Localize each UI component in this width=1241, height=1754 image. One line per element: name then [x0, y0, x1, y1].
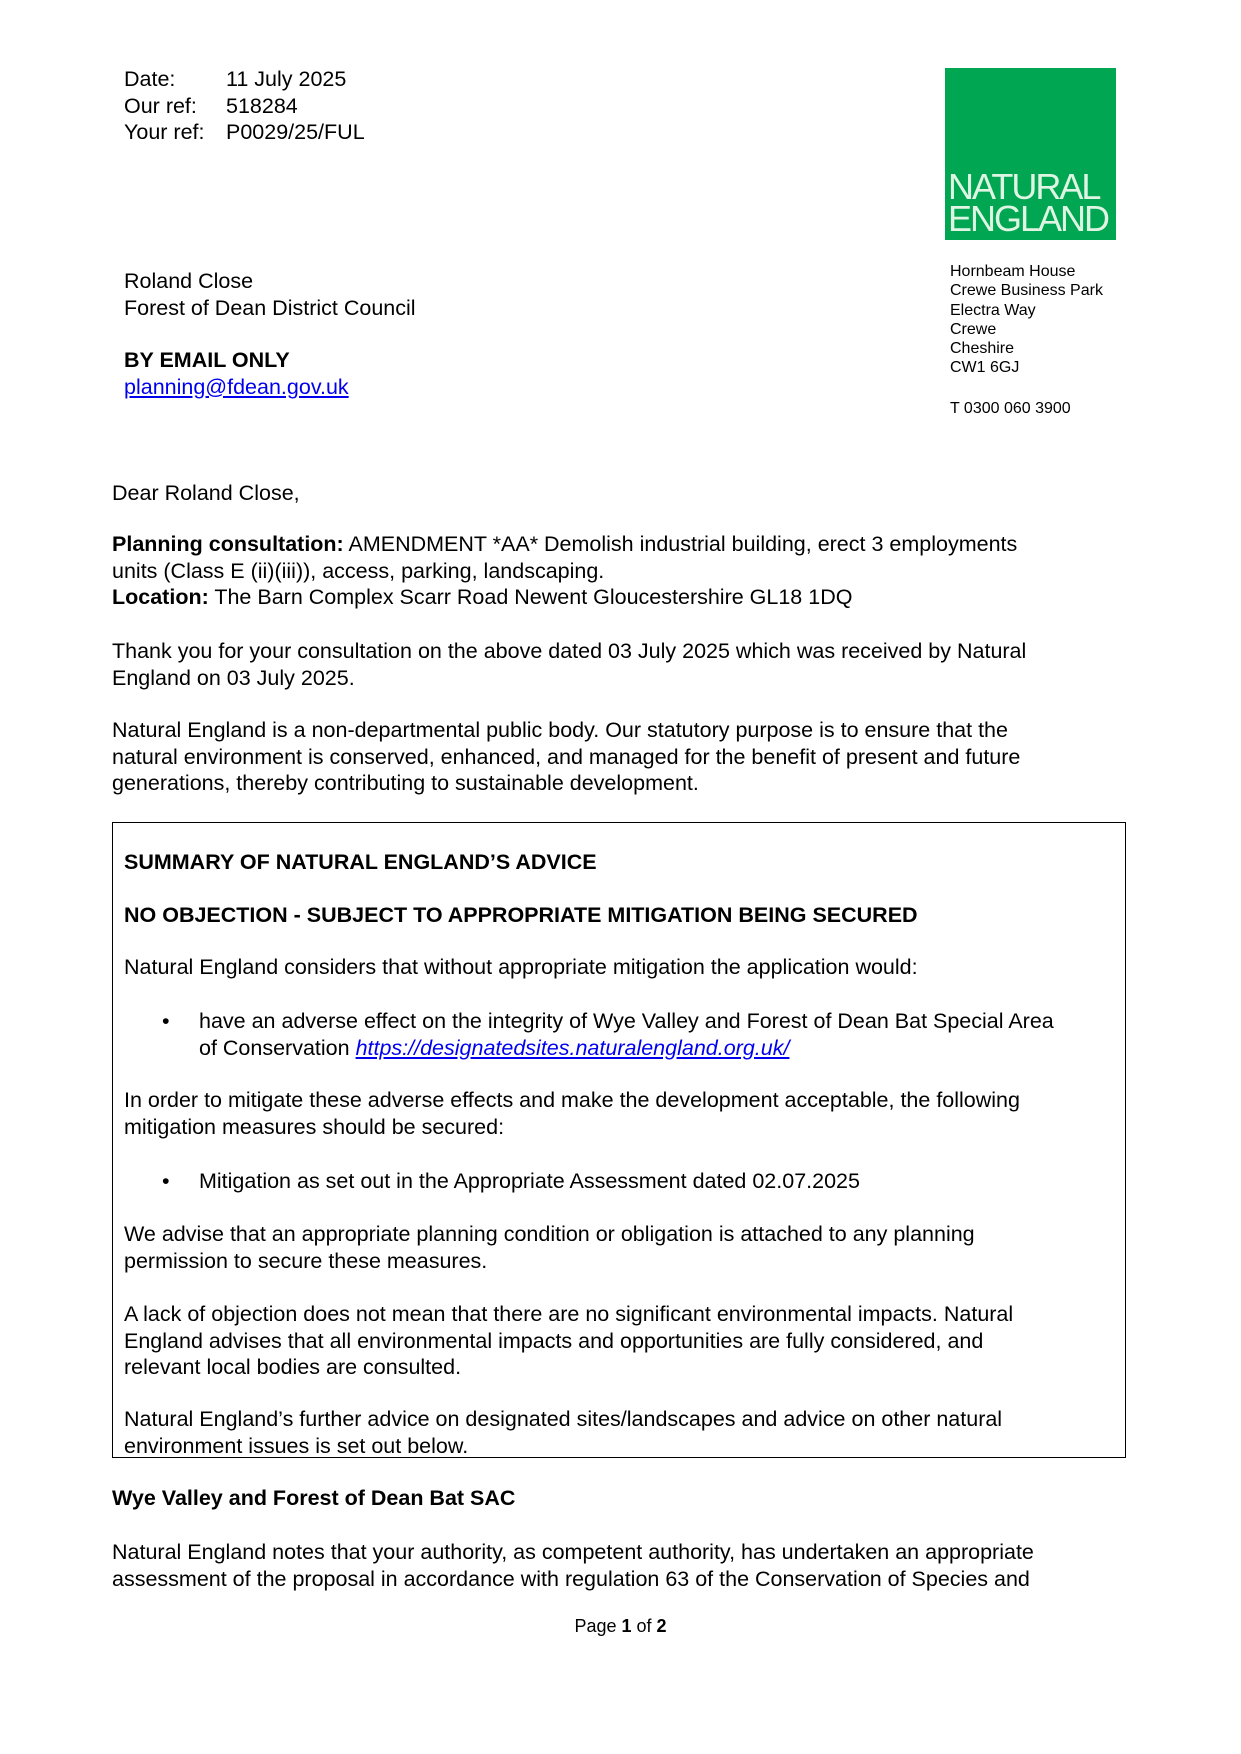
delivery-method: BY EMAIL ONLY [124, 348, 290, 372]
logo-line-2: ENGLAND [948, 198, 1109, 239]
text-line: assessment of the proposal in accordance with regulation 63 of the Conservation of Species and [112, 1566, 1030, 1591]
text-line: permission to secure these measures. [124, 1248, 488, 1273]
date-label: Date: [124, 67, 176, 91]
address-line: Cheshire [950, 340, 1015, 358]
text-line: Natural England’s further advice on designated sites/landscapes and advice on other natural [124, 1407, 1003, 1431]
summary-content [124, 849, 918, 981]
text-line: relevant local bodies are consulted. [124, 1355, 462, 1379]
your-ref-label: Your ref: [124, 120, 205, 144]
section-paragraph [112, 1539, 1034, 1592]
address-line: Electra Way [950, 301, 1036, 319]
summary-intro: Natural England considers that without appropriate mitigation the application would: [124, 955, 918, 979]
text-line: We advise that an appropriate planning condition or obligation is attached to any planning [124, 1222, 975, 1246]
section-heading: Wye Valley and Forest of Dean Bat SAC [112, 1486, 516, 1510]
your-ref-value: P0029/25/FUL [226, 120, 365, 144]
effect-item [199, 1008, 1054, 1061]
sender-address [950, 262, 1103, 418]
recipient-name: Roland Close [124, 269, 254, 293]
address-line: Crewe [950, 320, 997, 338]
consultation-text: units (Class E (ii)(iii)), access, parking, landscaping. [112, 558, 605, 583]
logo-line-1: NATURAL [948, 166, 1100, 207]
location-text: The Barn Complex Scarr Road Newent Gloucestershire GL18 1DQ [208, 585, 853, 609]
text-line: natural environment is conserved, enhanced, and managed for the benefit of present and future [112, 744, 1021, 769]
mitigation-measure: Mitigation as set out in the Appropriate Assessment dated 02.07.2025 [199, 1169, 860, 1193]
text-line: generations, thereby contributing to sustainable development. [112, 771, 699, 795]
page-label: Page [574, 1616, 622, 1636]
text-line: England advises that all environmental impacts and opportunities are fully considered, and [124, 1328, 984, 1353]
our-ref-value: 518284 [226, 93, 298, 118]
consultation-text: AMENDMENT *AA* Demolish industrial building, erect 3 employments [343, 532, 1018, 556]
further-paragraph [124, 1406, 1002, 1459]
text-line: environment issues is set out below. [124, 1433, 469, 1458]
advise-paragraph [124, 1221, 975, 1274]
summary-verdict: NO OBJECTION - SUBJECT TO APPROPRIATE MITIGATION BEING SECURED [124, 902, 918, 927]
text-line: Natural England notes that your authority, as competent authority, has undertaken an appropriate [112, 1540, 1034, 1564]
page-footer [0, 1616, 1241, 1637]
our-ref-label: Our ref: [124, 93, 197, 118]
text-line: mitigation measures should be secured: [124, 1114, 505, 1139]
about-paragraph [112, 717, 1020, 797]
sender-phone: T 0300 060 3900 [950, 399, 1071, 417]
summary-title: SUMMARY OF NATURAL ENGLAND’S ADVICE [124, 850, 597, 874]
of-label: of [631, 1616, 657, 1636]
recipient-email-link[interactable]: planning@fdean.gov.uk [124, 374, 349, 399]
bullet-dot: • [162, 1009, 170, 1033]
address-line: CW1 6GJ [950, 359, 1020, 377]
address-line: Crewe Business Park [950, 282, 1103, 300]
text-line: have an adverse effect on the integrity of Wye Valley and Forest of Dean Bat Special Area [199, 1009, 1054, 1033]
text-line: England on 03 July 2025. [112, 665, 355, 690]
bullet-dot: • [162, 1169, 170, 1193]
recipient-organisation: Forest of Dean District Council [124, 295, 416, 320]
consultation-label: Planning consultation: [112, 532, 344, 556]
consultation-block [112, 531, 1017, 611]
address-line: Hornbeam House [950, 263, 1076, 280]
natural-england-logo [945, 68, 1116, 240]
page-number: 1 [621, 1616, 632, 1636]
reference-block [124, 66, 365, 146]
text-line: of Conservation [199, 1035, 356, 1060]
lack-paragraph [124, 1301, 1013, 1381]
recipient-block [124, 268, 416, 400]
text-line: In order to mitigate these adverse effects and make the development acceptable, the following [124, 1088, 1020, 1112]
designated-sites-link[interactable]: https://designatedsites.naturalengland.org.uk/ [355, 1035, 790, 1060]
text-line: Thank you for your consultation on the above dated 03 July 2025 which was received by Natural [112, 639, 1027, 663]
text-line: A lack of objection does not mean that there are no significant environmental impacts. Natural [124, 1302, 1014, 1326]
date-value: 11 July 2025 [226, 67, 347, 91]
page-total: 2 [656, 1616, 667, 1636]
mitigate-paragraph [124, 1087, 1020, 1140]
thanks-paragraph [112, 638, 1026, 691]
salutation: Dear Roland Close, [112, 481, 300, 505]
location-label: Location: [112, 585, 209, 609]
text-line: Natural England is a non-departmental public body. Our statutory purpose is to ensure that the [112, 718, 1008, 742]
